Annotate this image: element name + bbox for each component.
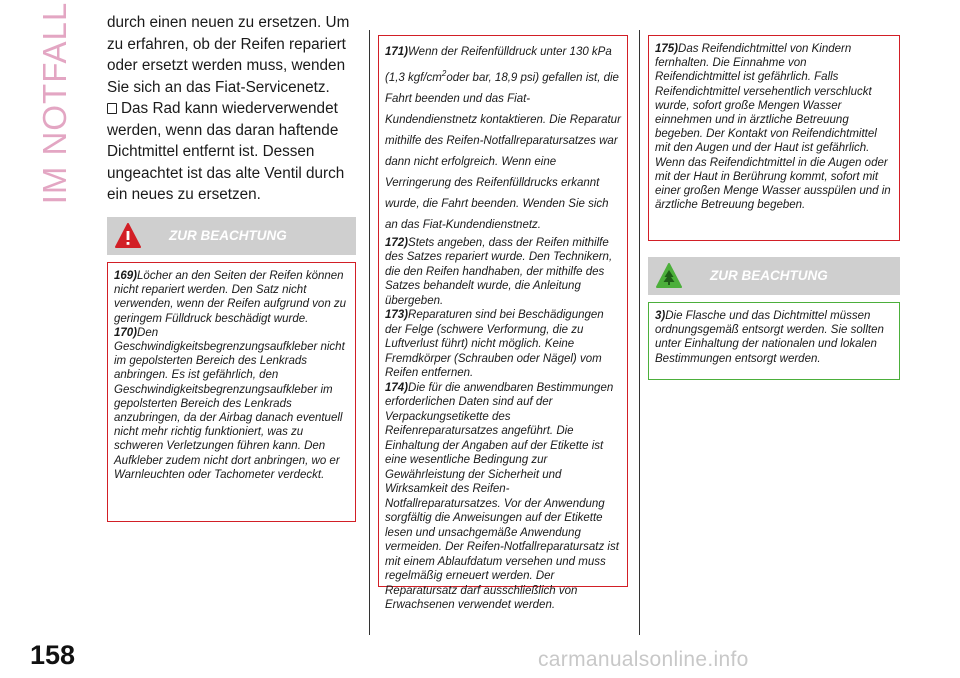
tree-environment-icon [656,263,682,289]
intro-paragraph-2-text: Das Rad kann wiederverwendet werden, wenn das daran haftende Dichtmittel entfernt ist. Dessen ungeachtet ist das alte Ventil durch ein neues zu ersetzen. [107,100,345,203]
environment-header [648,257,900,295]
item-number: 3) [655,310,666,322]
watermark: carmanualsonline.info [538,648,749,671]
column-divider-2 [639,30,640,635]
intro-paragraph-2 [107,98,357,206]
warning-item [655,42,893,212]
side-title-text: IM NOTFALL [36,1,73,205]
warning-heading: ZUR BEACHTUNG [169,228,287,243]
item-text: Die Flasche und das Dichtmittel müssen ordnungsgemäß entsorgt werden. Sie sollten unter Einhaltung der nationalen und lokalen Bestimmungen entsorgt werden. [655,310,884,365]
item-text: Stets angeben, dass der Reifen mithilfe des Satzes repariert wurde. Den Technikern, die den Reifen handhaben, der mithilfe des Satzes behandelt wurde, die Anleitung übergeben. [385,236,613,307]
environment-heading: ZUR BEACHTUNG [710,268,828,283]
warning-box-left [107,262,356,522]
warning-box-middle [378,35,628,612]
item-number: 169) [114,270,138,282]
intro-paragraph-1: durch einen neuen zu ersetzen. Um zu erfahren, ob der Reifen repariert oder ersetzt werden muss, wenden Sie sich an das Fiat-Servicenetz. [107,14,350,96]
warning-item [385,308,621,381]
item-number: 173) [385,309,409,322]
warning-triangle-icon [115,223,141,249]
superscript: 2 [441,69,447,78]
item-number: 171) [385,46,409,58]
item-text: Reparaturen sind bei Beschädigungen der Felge (schwere Verformung, die zu Luftverlust führt) nicht möglich. Keine Fremdkörper (Schrauben oder Nägel) vom Reifen entfernen. [385,309,604,380]
warning-item [385,381,621,613]
warning-item [114,326,349,482]
item-number: 172) [385,236,409,249]
warning-item [114,269,349,326]
page-number: 158 [30,640,76,670]
column-divider-1 [369,30,370,635]
item-text: Wenn der Reifenfülldruck unter 130 kPa (1,3 kgf/cm [385,46,612,84]
warning-header [107,217,356,255]
section-side-title [30,1,80,205]
item-text: Löcher an den Seiten der Reifen können nicht repariert werden. Den Satz nicht verwenden, wenn der Reifen aufgrund von zu geringem Fülldruck beschädigt wurde. [114,270,347,325]
bullet-square-icon [107,103,117,114]
item-number: 175) [655,43,679,55]
item-text-cont: oder bar, 18,9 psi) gefallen ist, die Fahrt beenden und das Fiat-Kundendienstnetz kontaktieren. Die Reparatur mithilfe des Reifen-Notfallreparatursatzes war dann nicht erfolgreich. Wenn eine Verringerung des Reifenfülldrucks erkannt wurde, die Fahrt beenden. Wenden Sie sich an das Fiat-Kundendienstnetz. [385,71,621,231]
warning-box-right [648,35,900,241]
warning-item [385,236,621,309]
item-number: 170) [114,326,138,339]
item-text: Das Reifendichtmittel von Kindern fernhalten. Die Einnahme von Reifendichtmittel ist gefährlich. Falls Reifendichtmittel versehentlich verschluckt wurde, sofort große Mengen Wasser einnehmen und in ärztliche Betreuung begeben. Der Kontakt von Reifendichtmittel mit den Augen und der Haut ist gefährlich. Wenn das Reifendichtmittel in die Augen oder mit der Haut in Berührung kommt, sofort mit einer großen Menge Wasser ausspülen und in ärztliche Betreuung begeben. [655,43,891,212]
item-text: Die für die anwendbaren Bestimmungen erforderlichen Daten sind auf der Verpackungsetikette des Reifenreparatursatzes angeführt. Die Einhaltung der Angaben auf der Etikette ist eine wesentliche Bedingung zur Gewährleistung der Sicherheit und Wirksamkeit des Reifen-Notfallreparatursatzes. Vor der Anwendung sorgfältig die Anweisungen auf der Etikette lesen und unsachgemäße Anwendung vermeiden. Der Reifen-Notfallreparatursatz ist mit einem Ablaufdatum versehen und muss regelmäßig erneuert werden. Der Reparatursatz darf ausschließlich von Erwachsenen verwendet werden. [385,381,619,612]
intro-text [107,12,357,206]
environment-box [648,302,900,380]
environment-item [655,309,893,366]
item-number: 174) [385,381,409,394]
item-text: Den Geschwindigkeitsbegrenzungsaufkleber nicht im gepolsterten Bereich des Lenkrads anbringen. Es ist gefährlich, den Geschwindigkeitsbegrenzungsaufkleber im gepolsterten Bereich des Lenkrads anzubringen, da der Airbag danach eventuell nicht mehr richtig funktioniert, was zu schweren Verletzungen führen kann. Den Aufkleber zudem nicht dort anbringen, wo er Warnleuchten oder Tachometer verdeckt. [114,326,345,481]
warning-item [385,42,621,236]
